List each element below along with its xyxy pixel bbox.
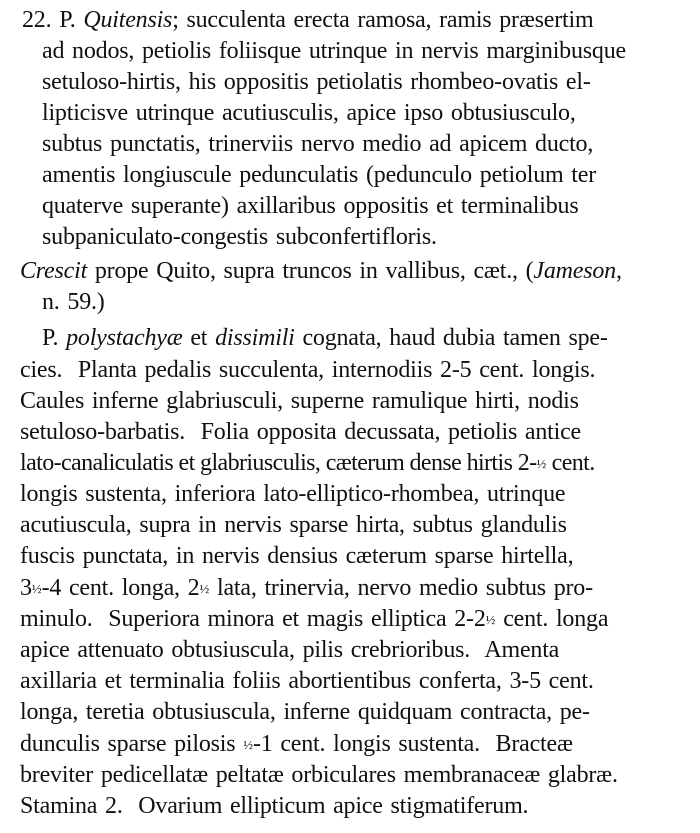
entry-text: ; succulenta erecta ramosa, ramis præsertim — [172, 7, 594, 33]
species-entry-line-7: quaterve superante) axillaribus oppositis et terminalibus — [42, 193, 579, 219]
description-line-7: acutiuscula, supra in nervis sparse hirta, subtus glandulis — [20, 512, 567, 538]
collector-name: Jameson — [533, 258, 616, 284]
description-line-6: longis sustenta, inferiora lato-elliptico-rhombea, utrinque — [20, 481, 566, 507]
description-line-13: longa, teretia obtusiuscula, inferne quidquam contracta, pe- — [20, 699, 590, 725]
description-line-16: Stamina 2. Ovarium ellipticum apice stigmatiferum. — [20, 793, 529, 819]
species-number: 22. — [22, 7, 52, 33]
collector-comma: , — [615, 258, 622, 284]
fraction: ½ — [536, 456, 547, 471]
species-entry-line-5: subtus punctatis, trinerviis nervo medio ad apicem ducto, — [42, 131, 594, 157]
description-line-14 — [20, 728, 573, 760]
genus-abbrev: P. — [59, 7, 76, 33]
species-epithet: Quitensis — [83, 7, 173, 33]
species-entry-line-1 — [22, 4, 593, 36]
description-line-11: apice attenuato obtusiuscula, pilis crebrioribus. Amenta — [20, 637, 560, 663]
species-entry-line-8: subpaniculato-congestis subconfertifloris. — [42, 224, 437, 250]
crescit-word: Crescit — [20, 258, 88, 284]
fraction: ½ — [31, 581, 42, 596]
description-text: cent. longa — [495, 606, 609, 632]
description-line-15: breviter pedicellatæ peltatæ orbiculares membranaceæ glabræ. — [20, 762, 618, 788]
species-ref-2: dissimili — [215, 325, 295, 351]
habitat-text: prope Quito, supra truncos in vallibus, cæt., ( — [87, 258, 534, 284]
description-text: lato-canaliculatis et glabriusculis, cæterum dense hirtis 2- — [20, 450, 537, 476]
description-line-8: fuscis punctata, in nervis densius cæterum sparse hirtella, — [20, 543, 574, 569]
description-text: dunculis sparse pilosis — [20, 731, 244, 757]
description-line-10 — [20, 603, 608, 635]
description-line-4: setuloso-barbatis. Folia opposita decussata, petiolis antice — [20, 419, 582, 445]
species-ref-1: polystachyæ — [66, 325, 183, 351]
description-text: minulo. Superiora minora et magis elliptica 2-2 — [20, 606, 486, 632]
description-text: -4 cent. longa, 2 — [41, 575, 200, 601]
description-line-9 — [20, 572, 593, 604]
description-text: lata, trinervia, nervo medio subtus pro- — [209, 575, 593, 601]
species-entry-line-4: lipticisve utrinque acutiusculis, apice ipso obtusiusculo, — [42, 100, 576, 126]
description-text: -1 cent. longis sustenta. Bracteæ — [252, 731, 573, 757]
habitat-line-1 — [20, 255, 622, 287]
conjunction: et — [182, 325, 216, 351]
habitat-line-2: n. 59.) — [42, 289, 105, 315]
description-text: cent. — [546, 450, 595, 476]
description-line-12: axillaria et terminalia foliis abortientibus conferta, 3-5 cent. — [20, 668, 594, 694]
species-entry-line-2: ad nodos, petiolis foliisque utrinque in nervis marginibusque — [42, 38, 626, 64]
description-line-5 — [20, 447, 595, 479]
description-line-3: Caules inferne glabriusculi, superne ramulique hirti, nodis — [20, 388, 579, 414]
description-text: cognata, haud dubia tamen spe- — [294, 325, 608, 351]
species-entry-line-3: setuloso-hirtis, his oppositis petiolatis rhombeo-ovatis el- — [42, 69, 591, 95]
description-line-1 — [42, 322, 608, 354]
genus-abbrev-2: P. — [42, 325, 67, 351]
fraction: ½ — [199, 581, 210, 596]
description-line-2: cies. Planta pedalis succulenta, internodiis 2-5 cent. longis. — [20, 357, 596, 383]
fraction: ½ — [485, 612, 496, 627]
fraction: ½ — [243, 737, 253, 752]
description-text: 3 — [20, 575, 32, 601]
species-entry-line-6: amentis longiuscule pedunculatis (pedunculo petiolum ter — [42, 162, 596, 188]
